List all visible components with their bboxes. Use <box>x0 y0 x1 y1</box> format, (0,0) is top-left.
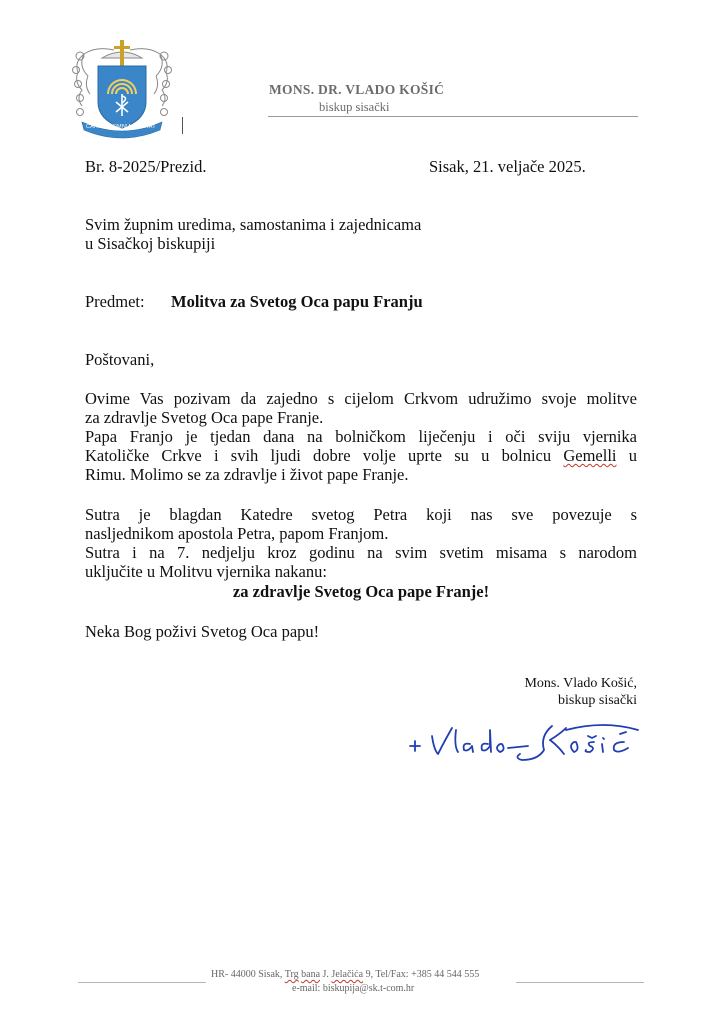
closing-line: Neka Bog poživi Svetog Oca papu! <box>85 622 320 641</box>
paragraph-line: Papa Franjo je tjedan dana na bolničkom liječenju i oči sviju vjernika <box>85 427 637 446</box>
signer-name: Mons. Vlado Košić, <box>524 676 637 691</box>
paragraph-line: Ovime Vas pozivam da zajedno s cijelom Crkvom udružimo svoje molitve <box>85 389 637 408</box>
paragraph-2 <box>85 505 637 581</box>
hospital-name: Gemelli <box>563 446 617 465</box>
coat-of-arms-motto: CARITAS OMNIA SPERAT <box>86 124 156 130</box>
prayer-intention: za zdravlje Svetog Oca pape Franje! <box>232 582 490 601</box>
letterhead-rule <box>268 116 638 117</box>
paragraph-line: Sutra i na 7. nedjelju kroz godinu na svim svetim misama s narodom <box>85 543 637 562</box>
letterhead-subtitle: biskup sisački <box>319 100 390 114</box>
paragraph-line: Katoličke Crkve i svih ljudi dobre volje uprte su u bolnicu Gemelli u <box>85 446 638 465</box>
header-vertical-rule <box>182 117 183 134</box>
signer-title: biskup sisački <box>558 693 637 708</box>
subject-label: Predmet: <box>85 292 145 311</box>
paragraph-line: za zdravlje Svetog Oca pape Franje. <box>85 408 324 427</box>
letterhead-name: MONS. DR. VLADO KOŠIĆ <box>269 82 445 97</box>
recipient-line-1: Svim župnim uredima, samostanima i zajednicama <box>85 215 422 234</box>
recipient-line-2: u Sisačkoj biskupiji <box>85 234 216 253</box>
footer-rule-right <box>516 982 644 983</box>
paragraph-1 <box>85 389 637 484</box>
paragraph-line: Sutra je blagdan Katedre svetog Petra koji nas sve povezuje s <box>85 505 637 524</box>
paragraph-line: Rimu. Molimo se za zdravlje i život pape Franje. <box>85 465 409 484</box>
subject-text: Molitva za Svetog Oca papu Franju <box>171 292 423 311</box>
greeting: Poštovani, <box>85 350 155 369</box>
reference-number: Br. 8-2025/Prezid. <box>85 157 207 176</box>
paragraph-line: uključite u Molitvu vjernika nakanu: <box>85 562 327 581</box>
handwritten-signature <box>404 716 644 768</box>
footer-email: e-mail: biskupija@sk.t-com.hr <box>292 983 415 994</box>
footer-address: HR- 44000 Sisak, Trg bana J. Jelačića 9, Tel/Fax: +385 44 544 555 <box>211 969 480 980</box>
footer-rule-left <box>78 982 206 983</box>
letter-date: Sisak, 21. veljače 2025. <box>429 157 586 176</box>
paragraph-line: nasljednikom apostola Petra, papom Franjom. <box>85 524 389 543</box>
